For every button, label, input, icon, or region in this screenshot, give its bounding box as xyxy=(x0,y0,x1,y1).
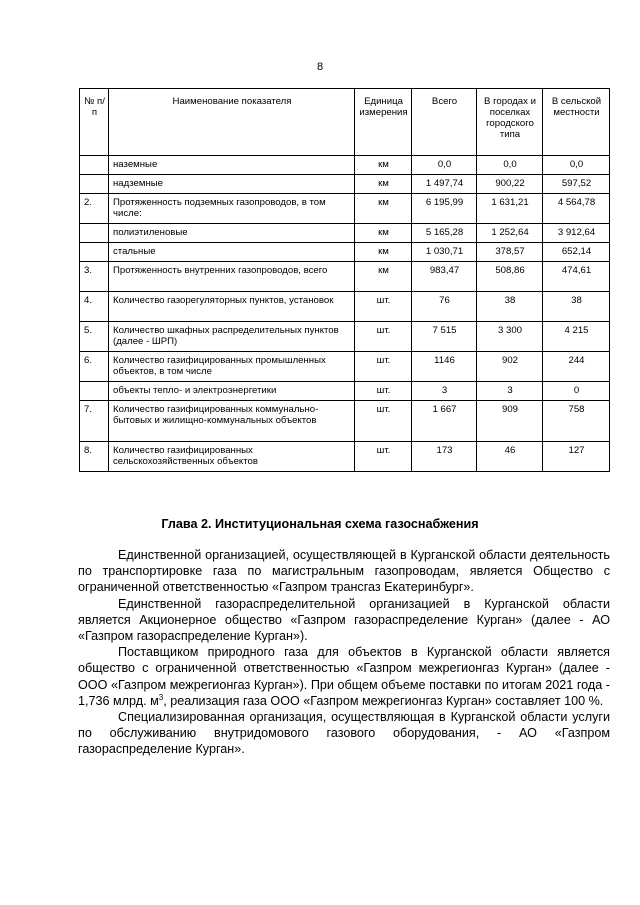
cell-rural: 38 xyxy=(543,292,610,322)
header-rural: В сельской местности xyxy=(543,89,610,156)
cell-indicator-name: наземные xyxy=(109,156,355,175)
cell-total: 1146 xyxy=(412,352,477,382)
cell-number xyxy=(80,224,109,243)
cell-urban: 3 xyxy=(477,382,543,401)
cell-total: 983,47 xyxy=(412,262,477,292)
cell-urban: 902 xyxy=(477,352,543,382)
cell-urban: 0,0 xyxy=(477,156,543,175)
table-row xyxy=(80,401,610,442)
cell-indicator-name: Количество газорегуляторных пунктов, установок xyxy=(109,292,355,322)
cell-rural: 0,0 xyxy=(543,156,610,175)
table-row xyxy=(80,322,610,352)
cell-number: 3. xyxy=(80,262,109,292)
table-row xyxy=(80,352,610,382)
cell-unit: км xyxy=(355,156,412,175)
header-total: Всего xyxy=(412,89,477,156)
table-row xyxy=(80,194,610,224)
cell-urban: 378,57 xyxy=(477,243,543,262)
cell-number: 6. xyxy=(80,352,109,382)
cell-indicator-name: надземные xyxy=(109,175,355,194)
cell-unit: шт. xyxy=(355,322,412,352)
superscript-exponent: 3 xyxy=(158,692,164,702)
cell-total: 6 195,99 xyxy=(412,194,477,224)
cell-indicator-name: полиэтиленовые xyxy=(109,224,355,243)
cell-rural: 4 215 xyxy=(543,322,610,352)
cell-number: 5. xyxy=(80,322,109,352)
table-row xyxy=(80,175,610,194)
cell-rural: 652,14 xyxy=(543,243,610,262)
cell-total: 3 xyxy=(412,382,477,401)
cell-unit: шт. xyxy=(355,401,412,442)
cell-number: 8. xyxy=(80,442,109,472)
cell-rural: 597,52 xyxy=(543,175,610,194)
cell-urban: 1 631,21 xyxy=(477,194,543,224)
cell-total: 1 497,74 xyxy=(412,175,477,194)
cell-indicator-name: Количество шкафных распределительных пунктов (далее - ШРП) xyxy=(109,322,355,352)
paragraph-transport: Единственной организацией, осуществляющей в Курганской области деятельность по транспортировке газа по магистральным газопроводам, является Общество с ограниченной ответственностью «Газпром трансгаз Екатеринбург». xyxy=(78,548,610,595)
paragraph-service: Специализированная организация, осуществляющая в Курганской области услуги по обслуживанию внутридомового газового оборудования, - АО «Газпром газораспределение Курган». xyxy=(78,710,610,757)
cell-number xyxy=(80,382,109,401)
cell-unit: шт. xyxy=(355,352,412,382)
cell-urban: 1 252,64 xyxy=(477,224,543,243)
paragraph-distribution: Единственной газораспределительной организацией в Курганской области является Акционерное общество «Газпром газораспределение Курган» (далее - АО «Газпром газораспределение Курган»). xyxy=(78,596,610,644)
cell-unit: км xyxy=(355,175,412,194)
table-row xyxy=(80,292,610,322)
cell-rural: 244 xyxy=(543,352,610,382)
cell-total: 7 515 xyxy=(412,322,477,352)
body-text xyxy=(78,547,610,758)
cell-unit: км xyxy=(355,194,412,224)
cell-urban: 3 300 xyxy=(477,322,543,352)
cell-total: 1 667 xyxy=(412,401,477,442)
cell-rural: 474,61 xyxy=(543,262,610,292)
cell-number: 7. xyxy=(80,401,109,442)
header-unit: Единица измерения xyxy=(355,89,412,156)
table-row xyxy=(80,442,610,472)
cell-rural: 4 564,78 xyxy=(543,194,610,224)
supplier-text-after: , реализация газа ООО «Газпром межрегионгаз Курган» составляет 100 %. xyxy=(163,693,604,708)
supplier-text-before: Поставщиком природного газа для объектов в Курганской области является общество с ограниченной ответственностью «Газпром межрегионгаз Курган» (далее - ООО «Газпром межрегионгаз Курган»). При общем объеме поставки по итогам 2021 года - 1,736 млрд. м xyxy=(78,645,610,708)
cell-indicator-name: объекты тепло- и электроэнергетики xyxy=(109,382,355,401)
table-row xyxy=(80,224,610,243)
page-number: 8 xyxy=(316,61,324,73)
cell-number xyxy=(80,175,109,194)
cell-unit: км xyxy=(355,243,412,262)
cell-indicator-name: Протяженность подземных газопроводов, в том числе: xyxy=(109,194,355,224)
cell-number xyxy=(80,243,109,262)
cell-total: 5 165,28 xyxy=(412,224,477,243)
header-number: № п/п xyxy=(80,89,109,156)
cell-total: 1 030,71 xyxy=(412,243,477,262)
cell-urban: 508,86 xyxy=(477,262,543,292)
table-row xyxy=(80,156,610,175)
cell-number: 2. xyxy=(80,194,109,224)
paragraph-supplier xyxy=(78,644,610,709)
cell-unit: шт. xyxy=(355,382,412,401)
cell-urban: 38 xyxy=(477,292,543,322)
cell-rural: 3 912,64 xyxy=(543,224,610,243)
cell-number xyxy=(80,156,109,175)
cell-rural: 0 xyxy=(543,382,610,401)
table-row xyxy=(80,262,610,292)
cell-number: 4. xyxy=(80,292,109,322)
cell-urban: 909 xyxy=(477,401,543,442)
table-header-row xyxy=(80,89,610,156)
cell-indicator-name: стальные xyxy=(109,243,355,262)
table-body xyxy=(80,156,610,472)
statistics-table xyxy=(79,88,610,472)
cell-indicator-name: Протяженность внутренних газопроводов, всего xyxy=(109,262,355,292)
cell-indicator-name: Количество газифицированных сельскохозяйственных объектов xyxy=(109,442,355,472)
cell-urban: 900,22 xyxy=(477,175,543,194)
chapter-heading: Глава 2. Институциональная схема газоснабжения xyxy=(161,517,479,531)
cell-unit: км xyxy=(355,262,412,292)
cell-urban: 46 xyxy=(477,442,543,472)
header-indicator-name: Наименование показателя xyxy=(109,89,355,156)
cell-unit: шт. xyxy=(355,442,412,472)
cell-rural: 758 xyxy=(543,401,610,442)
cell-total: 173 xyxy=(412,442,477,472)
cell-rural: 127 xyxy=(543,442,610,472)
header-urban: В городах и поселках городского типа xyxy=(477,89,543,156)
cell-indicator-name: Количество газифицированных коммунально-бытовых и жилищно-коммунальных объектов xyxy=(109,401,355,442)
table-row xyxy=(80,382,610,401)
cell-unit: км xyxy=(355,224,412,243)
table-row xyxy=(80,243,610,262)
cell-total: 76 xyxy=(412,292,477,322)
cell-indicator-name: Количество газифицированных промышленных объектов, в том числе xyxy=(109,352,355,382)
cell-total: 0,0 xyxy=(412,156,477,175)
cell-unit: шт. xyxy=(355,292,412,322)
